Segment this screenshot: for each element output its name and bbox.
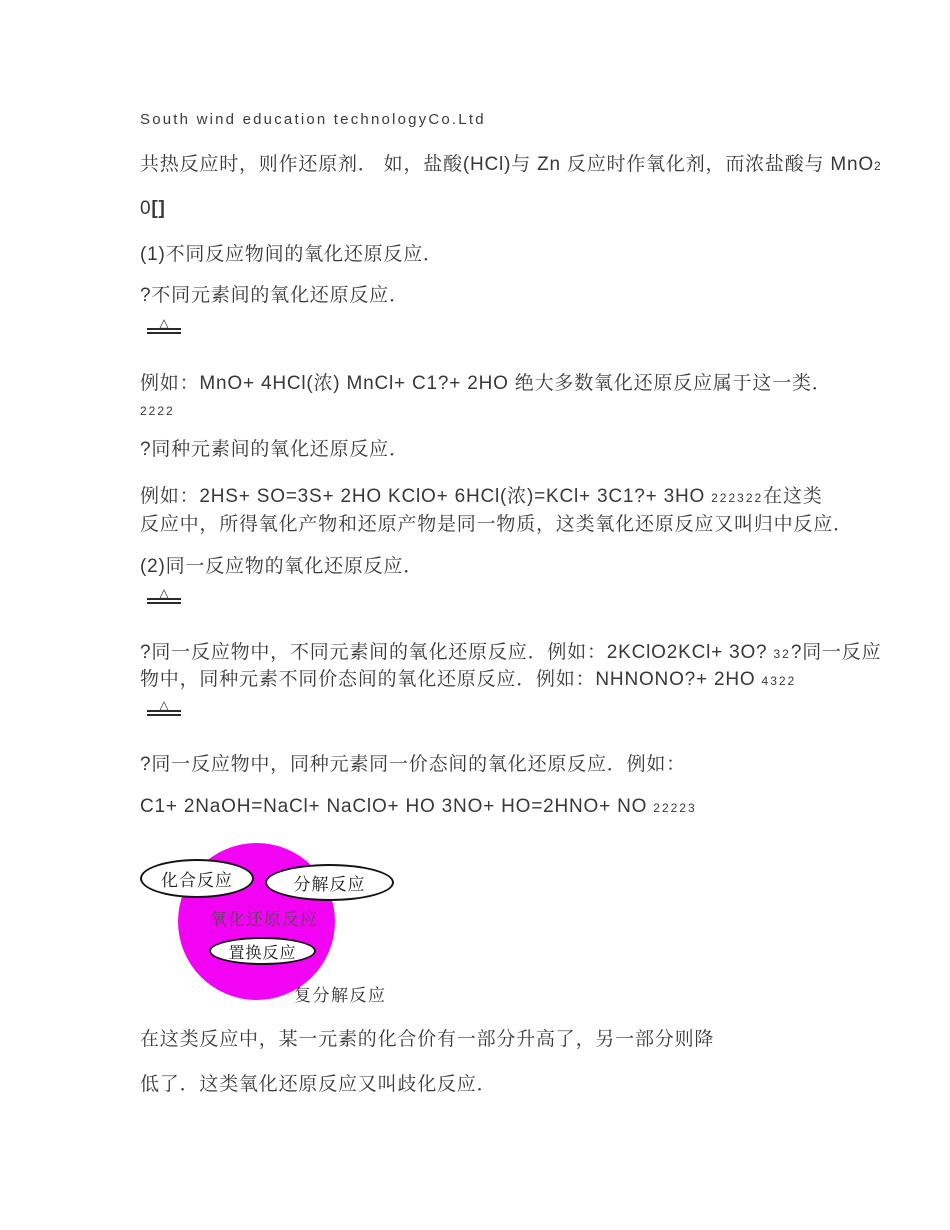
delta-triangle-icon: △	[159, 586, 169, 600]
paragraph-reducer	[140, 152, 883, 179]
section1-bullet1: ?不同元素间的氧化还原反应．	[140, 285, 409, 306]
example2-formula: 例如：2HS+ SO=3S+ 2HO KClO+ 6HCl(浓)=KCl+ 3C1?+ 3HO	[140, 486, 712, 507]
heating-symbol-2	[146, 588, 182, 604]
decomposition-reaction-label: 分解反应	[293, 875, 366, 894]
formula-subscript: 222322	[711, 491, 764, 505]
company-header: South wind education technologyCo.Ltd	[140, 111, 486, 128]
section2-example	[140, 794, 697, 821]
double-line	[147, 710, 181, 716]
displacement-reaction-label: 置换反应	[228, 944, 297, 962]
combination-reaction-label: 化合反应	[161, 871, 233, 890]
double-line	[147, 328, 181, 334]
heating-symbol-3	[146, 700, 182, 716]
oval-displacement-reaction	[209, 937, 316, 965]
delta-triangle-icon: △	[159, 316, 169, 330]
metathesis-reaction-label: 复分解反应	[294, 986, 387, 1005]
section2-bullet2: ?同一反应物中，同种元素同一价态间的氧化还原反应．例如：	[140, 754, 686, 775]
formula-subscript: 2	[873, 159, 883, 173]
bullet1-cont: 物中，同种元素不同价态间的氧化还原反应．例如：NHNONO?+ 2HO	[140, 669, 762, 690]
double-line	[147, 598, 181, 604]
section2-bullet1-line1	[140, 640, 881, 667]
example2-tail: 在这类	[763, 486, 823, 507]
section1-example2-line2: 反应中，所得氧化产物和还原产物是同一物质，这类氧化还原反应又叫归中反应．	[140, 514, 853, 535]
section1-example1-subscripts: 2222	[140, 404, 175, 418]
delta-triangle-icon: △	[159, 698, 169, 712]
formula-subscript: 22223	[653, 801, 697, 815]
example-formula: C1+ 2NaOH=NaCl+ NaClO+ HO 3NO+ HO=2HNO+ NO	[140, 796, 654, 817]
zero-text: 0	[140, 198, 152, 219]
formula-subscript: 4322	[761, 674, 797, 688]
section2-title: (2)同一反应物的氧化还原反应．	[140, 556, 424, 577]
section2-bullet1-line2	[140, 667, 796, 694]
oval-combination-reaction	[140, 859, 254, 898]
redox-circle-label: 氧化还原反应	[210, 910, 318, 929]
reaction-types-diagram	[140, 843, 470, 1008]
closing-line2: 低了．这类氧化还原反应又叫歧化反应．	[140, 1074, 497, 1095]
section1-bullet2: ?同种元素间的氧化还原反应．	[140, 439, 409, 460]
paragraph-zero	[140, 196, 166, 222]
paragraph-reducer-text: 共热反应时，则作还原剂． 如，盐酸(HCl)与 Zn 反应时作氧化剂，而浓盐酸与 MnO	[140, 154, 874, 175]
section1-example2-line1	[140, 484, 823, 511]
closing-line1: 在这类反应中，某一元素的化合价有一部分升高了，另一部分则降	[140, 1029, 715, 1050]
section1-example1: 例如：MnO+ 4HCl(浓) MnCl+ C1?+ 2HO 绝大多数氧化还原反应属于这一类．	[140, 373, 832, 394]
bullet1-tail: ?同一反应	[790, 642, 882, 663]
oval-decomposition-reaction	[265, 864, 394, 901]
bullet1-formula: ?同一反应物中，不同元素间的氧化还原反应．例如：2KClO2KCl+ 3O?	[140, 642, 774, 663]
formula-subscript: 32	[773, 647, 791, 661]
bracket-bold-text: []	[151, 198, 166, 219]
heating-symbol-1	[146, 318, 182, 334]
section1-title: (1)不同反应物间的氧化还原反应．	[140, 244, 443, 265]
